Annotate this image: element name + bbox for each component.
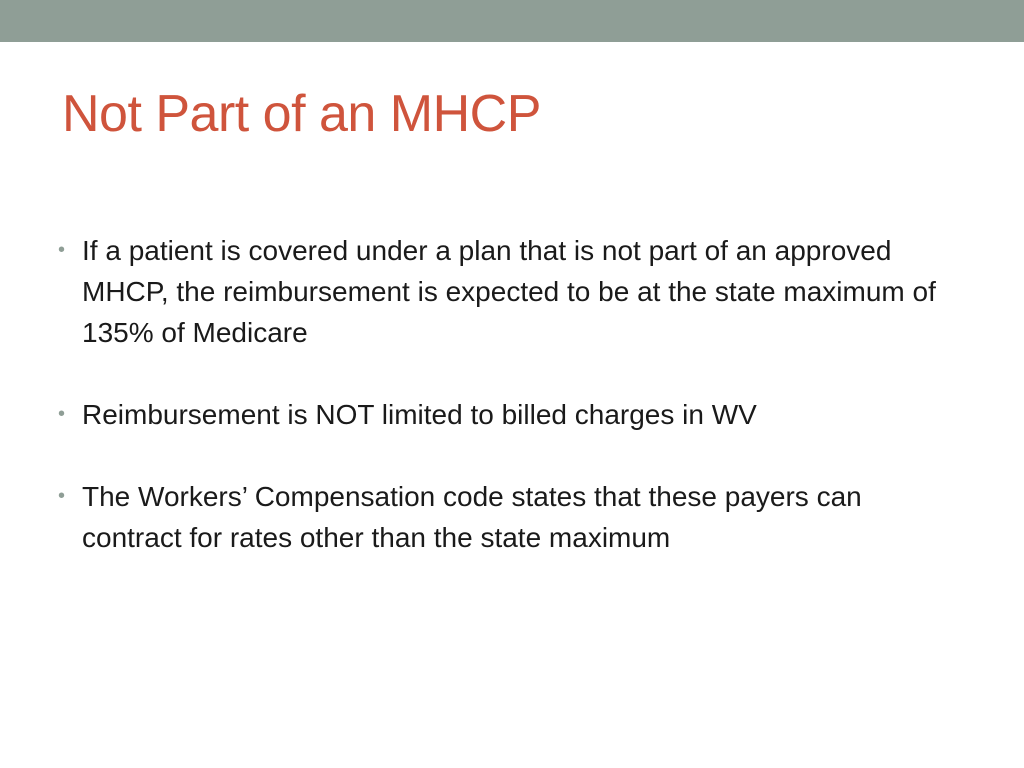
bullet-icon: • (58, 403, 66, 425)
bullet-icon: • (58, 485, 66, 507)
bullet-text: The Workers’ Compensation code states that these payers can contract for rates other than the state maximum (82, 481, 862, 553)
slide-title: Not Part of an MHCP (62, 85, 541, 143)
bullet-icon: • (58, 239, 66, 261)
bullet-text: Reimbursement is NOT limited to billed charges in WV (82, 399, 757, 430)
bullet-text: If a patient is covered under a plan that is not part of an approved MHCP, the reimbursement is expected to be at the state maximum of 135% of Medicare (82, 235, 936, 348)
bullet-item (58, 394, 958, 435)
bullet-item (58, 476, 958, 558)
bullet-item (58, 230, 958, 353)
top-accent-bar (0, 0, 1024, 42)
bullet-list (58, 230, 958, 599)
